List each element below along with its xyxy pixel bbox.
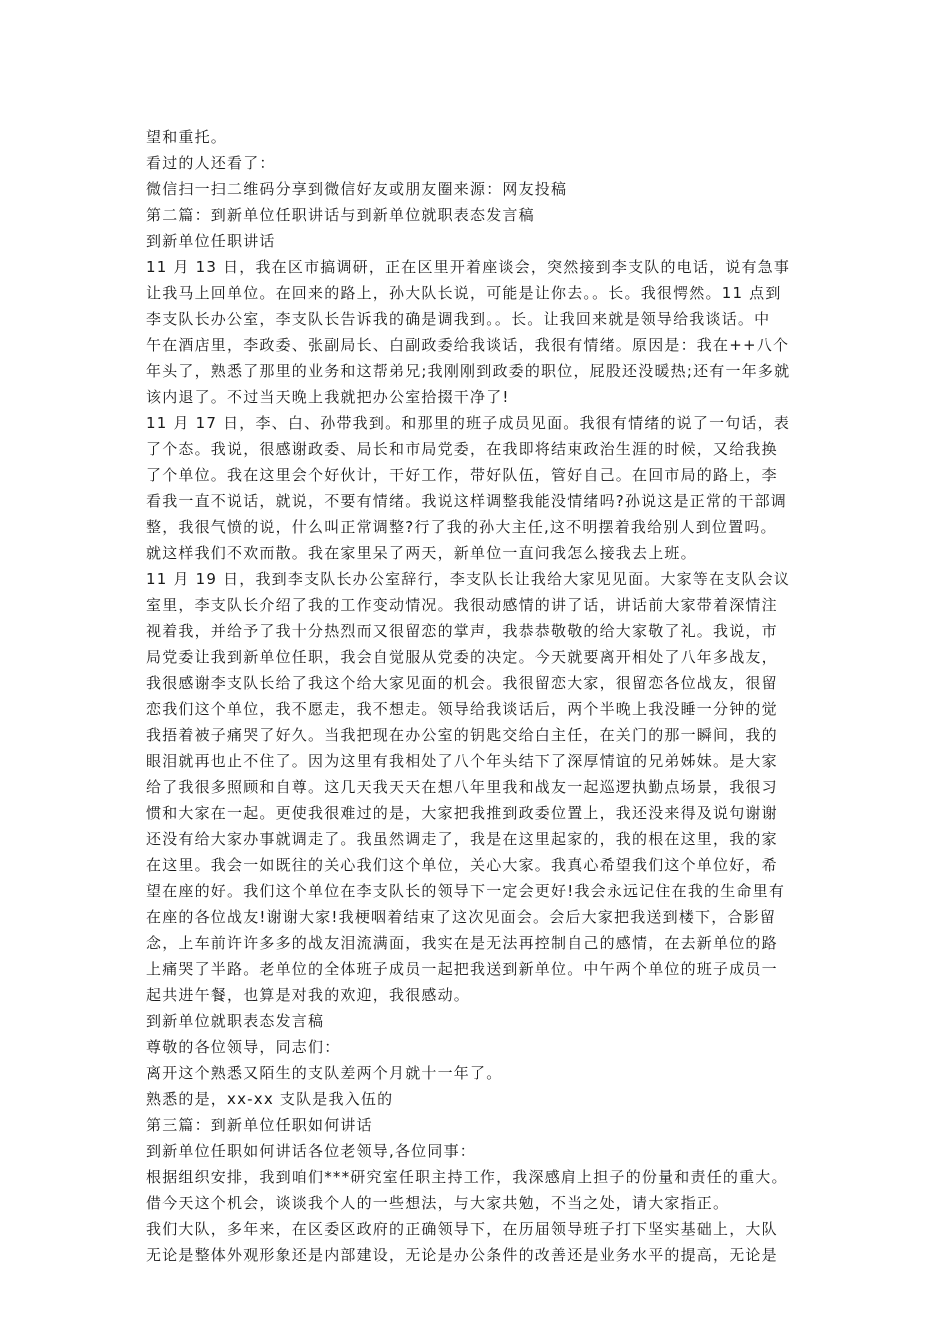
text-line: 起共进午餐，也算是对我的欢迎，我很感动。 <box>146 986 471 1004</box>
text-line: 第二篇：到新单位任职讲话与到新单位就职表态发言稿 <box>146 206 535 224</box>
text-line: 了个态。我说，很感谢政委、局长和市局党委，在我即将结束政治生涯的时候，又给我换 <box>146 440 778 458</box>
text-line: 室里，李支队长介绍了我的工作变动情况。我很动感情的讲了话，讲话前大家带着深情注 <box>146 596 778 614</box>
text-line: 就这样我们不欢而散。我在家里呆了两天，新单位一直问我怎么接我去上班。 <box>146 544 697 562</box>
text-line: 望在座的好。我们这个单位在李支队长的领导下一定会更好!我会永远记住在我的生命里有 <box>146 882 786 900</box>
text-line: 该内退了。不过当天晚上我就把办公室拾掇干净了! <box>146 388 510 406</box>
text-line: 到新单位任职讲话 <box>146 232 276 250</box>
text-line: 我捂着被子痛哭了好久。当我把现在办公室的钥匙交给白主任，在关门的那一瞬间，我的 <box>146 726 778 744</box>
text-line: 尊敬的各位领导，同志们： <box>146 1038 341 1056</box>
text-line: 给了我很多照顾和自尊。这几天我天天在想八年里我和战友一起巡逻执勤点场景，我很习 <box>146 778 778 796</box>
document-page <box>146 124 810 1268</box>
text-line: 李支队长办公室，李支队长告诉我的确是调我到。。长。让我回来就是领导给我谈话。中 <box>146 310 771 328</box>
text-line: 微信扫一扫二维码分享到微信好友或朋友圈来源：网友投稿 <box>146 180 568 198</box>
text-line: 在这里。我会一如既往的关心我们这个单位，关心大家。我真心希望我们这个单位好，希 <box>146 856 778 874</box>
text-line: 让我马上回单位。在回来的路上，孙大队长说，可能是让你去。。长。我很愕然。11 点到 <box>146 284 782 302</box>
text-line: 局党委让我到新单位任职，我会自觉服从党委的决定。今天就要离开相处了八年多战友， <box>146 648 778 666</box>
text-line: 我很感谢李支队长给了我这个给大家见面的机会。我很留恋大家，很留恋各位战友，很留 <box>146 674 778 692</box>
text-line: 了个单位。我在这里会个好伙计，干好工作，带好队伍，管好自己。在回市局的路上，李 <box>146 466 778 484</box>
text-line: 根据组织安排，我到咱们***研究室任职主持工作，我深感肩上担子的份量和责任的重大。 <box>146 1168 788 1186</box>
text-line: 午在酒店里，李政委、张副局长、白副政委给我谈话，我很有情绪。原因是：我在++八个 <box>146 336 790 354</box>
text-line: 看过的人还看了： <box>146 154 276 172</box>
text-line: 熟悉的是，xx-xx 支队是我入伍的 <box>146 1090 394 1108</box>
text-line: 11 月 13 日，我在区市搞调研，正在区里开着座谈会，突然接到李支队的电话，说有急事 <box>146 258 791 276</box>
text-line: 第三篇：到新单位任职如何讲话 <box>146 1116 373 1134</box>
text-line: 年头了，熟悉了那里的业务和这帮弟兄;我刚刚到政委的职位，屁股还没暖热;还有一年多就 <box>146 362 791 380</box>
text-line: 惯和大家在一起。更使我很难过的是，大家把我推到政委位置上，我还没来得及说句谢谢 <box>146 804 778 822</box>
text-line: 还没有给大家办事就调走了。我虽然调走了，我是在这里起家的，我的根在这里，我的家 <box>146 830 778 848</box>
text-line: 在座的各位战友!谢谢大家!我梗咽着结束了这次见面会。会后大家把我送到楼下，合影留 <box>146 908 777 926</box>
text-line: 到新单位任职如何讲话各位老领导,各位同事： <box>146 1142 476 1160</box>
text-line: 我们大队，多年来，在区委区政府的正确领导下，在历届领导班子打下坚实基础上，大队 <box>146 1220 778 1238</box>
text-line: 看我一直不说话，就说，不要有情绪。我说这样调整我能没情绪吗?孙说这是正常的干部调 <box>146 492 787 510</box>
text-line: 念，上车前许许多多的战友泪流满面，我实在是无法再控制自己的感情，在去新单位的路 <box>146 934 778 952</box>
text-line: 离开这个熟悉又陌生的支队差两个月就十一年了。 <box>146 1064 503 1082</box>
text-line: 视着我，并给予了我十分热烈而又很留恋的掌声，我恭恭敬敬的给大家敬了礼。我说，市 <box>146 622 778 640</box>
text-line: 眼泪就再也止不住了。因为这里有我相处了八个年头结下了深厚情谊的兄弟姊妹。是大家 <box>146 752 778 770</box>
text-line: 到新单位就职表态发言稿 <box>146 1012 325 1030</box>
text-line: 11 月 17 日，李、白、孙带我到。和那里的班子成员见面。我很有情绪的说了一句话，表 <box>146 414 791 432</box>
text-line: 11 月 19 日，我到李支队长办公室辞行，李支队长让我给大家见见面。大家等在支队会议 <box>146 570 791 588</box>
text-line: 借今天这个机会，谈谈我个人的一些想法，与大家共勉，不当之处，请大家指正。 <box>146 1194 730 1212</box>
text-line: 无论是整体外观形象还是内部建设，无论是办公条件的改善还是业务水平的提高，无论是 <box>146 1246 778 1264</box>
text-line: 整，我很气愤的说，什么叫正常调整?行了我的孙大主任,这不明摆着我给别人到位置吗。 <box>146 518 777 536</box>
text-line: 恋我们这个单位，我不愿走，我不想走。领导给我谈话后，两个半晚上我没睡一分钟的觉 <box>146 700 778 718</box>
text-line: 望和重托。 <box>146 128 228 146</box>
text-line: 上痛哭了半路。老单位的全体班子成员一起把我送到新单位。中午两个单位的班子成员一 <box>146 960 778 978</box>
